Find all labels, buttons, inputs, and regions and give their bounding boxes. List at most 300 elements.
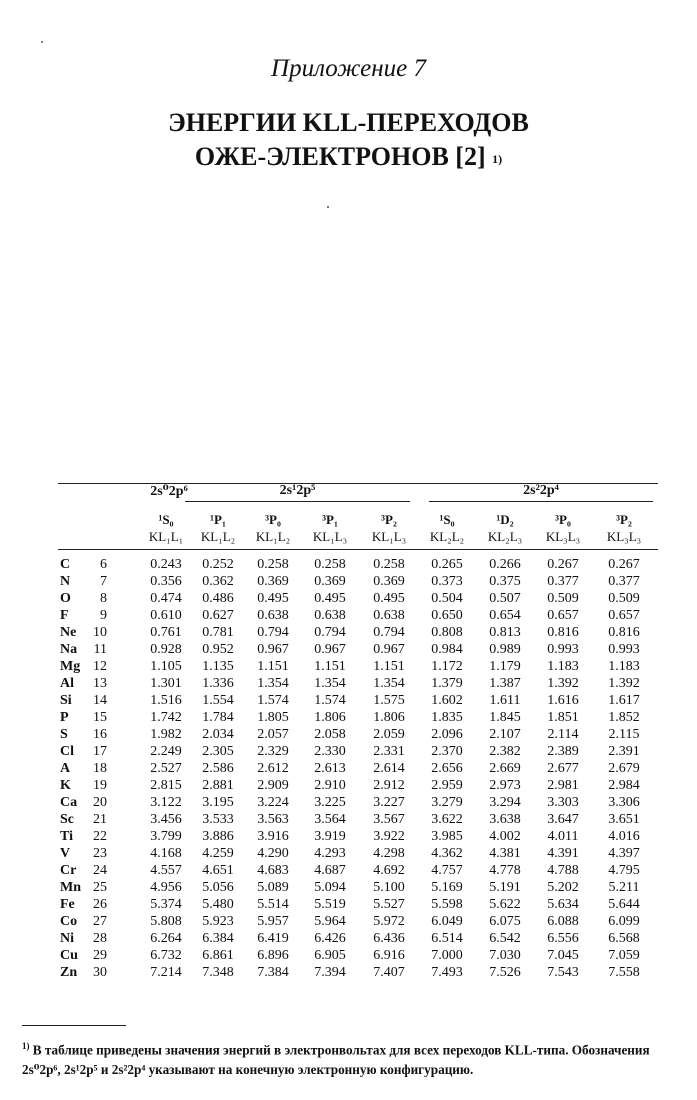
table-row	[58, 965, 658, 982]
energy-cell: 0.267	[608, 557, 640, 572]
atomic-number: 8	[100, 591, 107, 606]
transition-header-2: KL₁L₂	[200, 529, 236, 544]
energy-cell: 4.956	[150, 880, 182, 895]
element-symbol: Ne	[60, 625, 77, 640]
energy-cell: 2.107	[489, 727, 521, 742]
element-symbol: Cu	[60, 948, 78, 963]
energy-cell: 4.795	[608, 863, 640, 878]
energy-cell: 5.972	[373, 914, 405, 929]
energy-cell: 0.258	[373, 557, 405, 572]
energy-cell: 3.279	[431, 795, 463, 810]
energy-cell: 5.808	[150, 914, 182, 929]
group-header-2: 2s¹2p⁵	[279, 483, 316, 498]
energy-cell: 0.495	[314, 591, 346, 606]
energy-cell: 2.034	[202, 727, 234, 742]
energy-cell: 4.290	[257, 846, 289, 861]
energy-cell: 1.183	[547, 659, 579, 674]
energy-cell: 0.266	[489, 557, 521, 572]
energy-cell: 5.202	[547, 880, 579, 895]
energy-cell: 4.168	[150, 846, 182, 861]
element-symbol: A	[60, 761, 71, 776]
energy-cell: 0.638	[314, 608, 346, 623]
element-symbol: Cr	[60, 863, 77, 878]
energy-cell: 1.602	[431, 693, 463, 708]
footnote-rule	[22, 1025, 126, 1026]
energy-cell: 0.638	[257, 608, 289, 623]
energy-cell: 2.115	[608, 727, 640, 742]
energy-cell: 5.957	[257, 914, 289, 929]
energy-cell: 0.816	[608, 625, 640, 640]
energy-cell: 6.916	[373, 948, 405, 963]
energy-cell: 1.806	[373, 710, 405, 725]
energy-cell: 1.982	[150, 727, 182, 742]
atomic-number: 14	[93, 693, 107, 708]
energy-cell: 1.616	[547, 693, 579, 708]
energy-cell: 4.651	[202, 863, 234, 878]
energy-cell: 1.852	[608, 710, 640, 725]
energy-cell: 7.045	[547, 948, 579, 963]
table-row	[58, 897, 658, 914]
element-symbol: Sc	[60, 812, 74, 827]
energy-cell: 4.778	[489, 863, 521, 878]
energy-cell: 5.964	[314, 914, 346, 929]
energy-cell: 2.249	[150, 744, 182, 759]
energy-cell: 3.916	[257, 829, 289, 844]
energy-cell: 4.293	[314, 846, 346, 861]
atomic-number: 27	[93, 914, 107, 929]
element-symbol: Na	[60, 642, 78, 657]
energy-cell: 0.610	[150, 608, 182, 623]
energy-cell: 6.419	[257, 931, 289, 946]
table-row	[58, 591, 658, 608]
table-row	[58, 846, 658, 863]
term-header-5: ³P₂	[381, 512, 397, 527]
atomic-number: 17	[93, 744, 107, 759]
energy-cell: 2.527	[150, 761, 182, 776]
footnote-text: В таблице приведены значения энергий в электронвольтах для всех переходов KLL-типа. Обозначения 2s⁰2p⁶, 2s¹2p⁵ и 2s²2p⁴ указывают на конечную электронную конфигурацию.	[22, 1042, 650, 1078]
energy-cell: 0.369	[314, 574, 346, 589]
energy-cell: 7.526	[489, 965, 521, 980]
energy-cell: 6.426	[314, 931, 346, 946]
element-symbol: Mg	[60, 659, 81, 674]
energy-cell: 4.016	[608, 829, 640, 844]
energy-cell: 0.243	[150, 557, 182, 572]
atomic-number: 25	[93, 880, 107, 895]
term-header-2: ¹P₁	[210, 512, 226, 527]
energy-cell: 3.567	[373, 812, 405, 827]
energy-cell: 3.456	[150, 812, 182, 827]
energy-cell: 2.305	[202, 744, 234, 759]
title-line-2-text: ОЖЕ-ЭЛЕКТРОНОВ [2]	[194, 142, 486, 171]
energy-cell: 0.369	[257, 574, 289, 589]
term-header-9: ³P₂	[616, 512, 632, 527]
element-symbol: O	[60, 591, 71, 606]
energy-cell: 0.495	[257, 591, 289, 606]
group-header-3: 2s²2p⁴	[523, 483, 559, 498]
energy-cell: 5.480	[202, 897, 234, 912]
table-row	[58, 880, 658, 897]
energy-cell: 6.075	[489, 914, 521, 929]
table-row	[58, 761, 658, 778]
energy-cell: 5.169	[431, 880, 463, 895]
energy-cell: 2.382	[489, 744, 521, 759]
table-row	[58, 557, 658, 574]
energy-cell: 6.568	[608, 931, 640, 946]
energy-cell: 0.375	[489, 574, 521, 589]
energy-cell: 5.519	[314, 897, 346, 912]
term-header-3: ³P₀	[265, 512, 281, 527]
energy-cell: 5.100	[373, 880, 405, 895]
energy-cell: 1.392	[608, 676, 640, 691]
term-header-8: ³P₀	[555, 512, 571, 527]
energy-cell: 2.981	[547, 778, 579, 793]
energy-cell: 0.627	[202, 608, 234, 623]
energy-cell: 3.564	[314, 812, 346, 827]
energy-cell: 2.370	[431, 744, 463, 759]
energy-cell: 4.687	[314, 863, 346, 878]
energy-cell: 0.267	[547, 557, 579, 572]
energy-cell: 0.258	[314, 557, 346, 572]
energy-cell: 5.527	[373, 897, 405, 912]
energy-cell: 0.984	[431, 642, 463, 657]
energy-cell: 2.389	[547, 744, 579, 759]
transition-header-3: KL₁L₂	[255, 529, 291, 544]
energy-cell: 0.654	[489, 608, 521, 623]
atomic-number: 26	[93, 897, 107, 912]
element-symbol: N	[60, 574, 71, 589]
energy-cell: 2.058	[314, 727, 346, 742]
energy-cell: 3.225	[314, 795, 346, 810]
table-row	[58, 931, 658, 948]
energy-cell: 7.543	[547, 965, 579, 980]
atomic-number: 9	[100, 608, 107, 623]
energy-cell: 0.509	[547, 591, 579, 606]
energy-cell: 7.493	[431, 965, 463, 980]
energy-cell: 0.993	[608, 642, 640, 657]
table-row	[58, 795, 658, 812]
energy-cell: 1.179	[489, 659, 521, 674]
element-symbol: Co	[60, 914, 78, 929]
table-row	[58, 625, 658, 642]
energy-cell: 5.374	[150, 897, 182, 912]
transition-header-5: KL₁L₃	[371, 529, 407, 544]
energy-cell: 2.586	[202, 761, 234, 776]
transition-header-4: KL₁L₃	[312, 529, 348, 544]
energy-cell: 0.928	[150, 642, 182, 657]
energy-cell: 6.049	[431, 914, 463, 929]
page-title	[0, 106, 697, 174]
energy-cell: 0.794	[314, 625, 346, 640]
table-row	[58, 642, 658, 659]
energy-cell: 1.151	[314, 659, 346, 674]
footnote-mark: 1)	[22, 1041, 30, 1051]
atomic-number: 30	[93, 965, 107, 980]
energy-cell: 0.265	[431, 557, 463, 572]
atomic-number: 7	[100, 574, 107, 589]
appendix-label: Приложение 7	[271, 55, 426, 82]
energy-cell: 3.303	[547, 795, 579, 810]
energy-cell: 0.967	[257, 642, 289, 657]
energy-cell: 0.657	[608, 608, 640, 623]
energy-cell: 4.259	[202, 846, 234, 861]
energy-cell: 6.088	[547, 914, 579, 929]
atomic-number: 15	[93, 710, 107, 725]
energy-cell: 1.151	[373, 659, 405, 674]
energy-cell: 6.099	[608, 914, 640, 929]
energy-cell: 0.504	[431, 591, 463, 606]
energy-cell: 7.000	[431, 948, 463, 963]
element-symbol: Al	[60, 676, 74, 691]
energy-cell: 2.973	[489, 778, 521, 793]
energy-cell: 4.692	[373, 863, 405, 878]
transition-header-9: KL₃L₃	[606, 529, 642, 544]
energy-cell: 0.509	[608, 591, 640, 606]
energy-cell: 4.757	[431, 863, 463, 878]
atomic-number: 6	[100, 557, 107, 572]
energy-cell: 2.656	[431, 761, 463, 776]
title-line-1: ЭНЕРГИИ KLL-ПЕРЕХОДОВ	[168, 108, 529, 137]
energy-cell: 2.613	[314, 761, 346, 776]
group-rule-3	[429, 501, 653, 502]
energy-cell: 4.002	[489, 829, 521, 844]
energy-cell: 2.391	[608, 744, 640, 759]
energy-cell: 0.507	[489, 591, 521, 606]
energy-cell: 0.816	[547, 625, 579, 640]
atomic-number: 22	[93, 829, 107, 844]
energy-cell: 2.329	[257, 744, 289, 759]
energy-cell: 3.651	[608, 812, 640, 827]
energy-cell: 0.794	[373, 625, 405, 640]
table-row	[58, 744, 658, 761]
element-symbol: P	[60, 710, 69, 725]
energy-cell: 4.788	[547, 863, 579, 878]
energy-cell: 5.644	[608, 897, 640, 912]
title-footnote-mark: 1)	[492, 152, 503, 166]
table-row	[58, 710, 658, 727]
energy-cell: 6.732	[150, 948, 182, 963]
energy-cell: 5.089	[257, 880, 289, 895]
atomic-number: 21	[93, 812, 107, 827]
atomic-number: 28	[93, 931, 107, 946]
energy-cell: 6.861	[202, 948, 234, 963]
table-row	[58, 727, 658, 744]
title-line-2	[0, 140, 697, 174]
footnote	[22, 1036, 670, 1080]
element-symbol: Fe	[60, 897, 75, 912]
energy-cell: 4.683	[257, 863, 289, 878]
energy-cell: 0.258	[257, 557, 289, 572]
energy-cell: 5.598	[431, 897, 463, 912]
energy-cell: 4.298	[373, 846, 405, 861]
energy-cell: 0.650	[431, 608, 463, 623]
energy-cell: 1.354	[257, 676, 289, 691]
atomic-number: 29	[93, 948, 107, 963]
energy-cell: 2.909	[257, 778, 289, 793]
element-symbol: C	[60, 557, 71, 572]
header-bottom-rule	[58, 549, 658, 550]
energy-cell: 4.397	[608, 846, 640, 861]
energy-cell: 7.059	[608, 948, 640, 963]
energy-cell: 1.183	[608, 659, 640, 674]
energy-cell: 2.677	[547, 761, 579, 776]
energy-cell: 2.096	[431, 727, 463, 742]
energy-cell: 7.348	[202, 965, 234, 980]
energy-cell: 3.195	[202, 795, 234, 810]
element-symbol: Ni	[60, 931, 74, 946]
atomic-number: 23	[93, 846, 107, 861]
energy-cell: 1.845	[489, 710, 521, 725]
energy-cell: 5.634	[547, 897, 579, 912]
speck-2	[327, 206, 329, 208]
energy-cell: 2.612	[257, 761, 289, 776]
energy-cell: 1.516	[150, 693, 182, 708]
energy-cell: 1.135	[202, 659, 234, 674]
energy-cell: 3.122	[150, 795, 182, 810]
energy-cell: 7.384	[257, 965, 289, 980]
energy-cell: 7.214	[150, 965, 182, 980]
element-symbol: Mn	[60, 880, 81, 895]
energy-cell: 1.611	[489, 693, 521, 708]
atomic-number: 13	[93, 676, 107, 691]
energy-cell: 1.392	[547, 676, 579, 691]
energy-cell: 0.989	[489, 642, 521, 657]
energy-cell: 0.761	[150, 625, 182, 640]
element-symbol: S	[60, 727, 68, 742]
energy-cell: 4.557	[150, 863, 182, 878]
energy-cell: 0.781	[202, 625, 234, 640]
table-row	[58, 778, 658, 795]
table-row	[58, 676, 658, 693]
energy-cell: 0.252	[202, 557, 234, 572]
energy-cell: 0.356	[150, 574, 182, 589]
energy-cell: 2.912	[373, 778, 405, 793]
energy-cell: 0.377	[547, 574, 579, 589]
element-symbol: Ti	[60, 829, 73, 844]
energy-cell: 7.407	[373, 965, 405, 980]
energy-cell: 0.638	[373, 608, 405, 623]
energy-cell: 7.558	[608, 965, 640, 980]
table-row	[58, 574, 658, 591]
energy-cell: 1.574	[257, 693, 289, 708]
transition-header-6: KL₂L₂	[429, 529, 465, 544]
energy-cell: 2.330	[314, 744, 346, 759]
energy-cell: 3.886	[202, 829, 234, 844]
energy-cell: 2.679	[608, 761, 640, 776]
energy-cell: 5.191	[489, 880, 521, 895]
energy-cell: 0.813	[489, 625, 521, 640]
energy-cell: 0.657	[547, 608, 579, 623]
energy-cell: 1.742	[150, 710, 182, 725]
energy-cell: 6.556	[547, 931, 579, 946]
energy-cell: 3.922	[373, 829, 405, 844]
element-symbol: Cl	[60, 744, 74, 759]
speck-1	[41, 41, 43, 43]
atomic-number: 16	[93, 727, 107, 742]
energy-cell: 2.614	[373, 761, 405, 776]
element-symbol: Si	[60, 693, 72, 708]
energy-cell: 2.910	[314, 778, 346, 793]
energy-cell: 6.384	[202, 931, 234, 946]
energy-cell: 3.224	[257, 795, 289, 810]
table-row	[58, 863, 658, 880]
energy-cell: 2.331	[373, 744, 405, 759]
energy-cell: 0.967	[314, 642, 346, 657]
atomic-number: 20	[93, 795, 107, 810]
energy-cell: 2.881	[202, 778, 234, 793]
energy-cell: 3.294	[489, 795, 521, 810]
energy-cell: 4.362	[431, 846, 463, 861]
table-row	[58, 659, 658, 676]
energy-cell: 6.514	[431, 931, 463, 946]
energy-cell: 0.794	[257, 625, 289, 640]
energy-cell: 1.151	[257, 659, 289, 674]
energy-cell: 5.923	[202, 914, 234, 929]
energy-cell: 0.369	[373, 574, 405, 589]
table-row	[58, 948, 658, 965]
energy-cell: 0.474	[150, 591, 182, 606]
energy-cell: 1.574	[314, 693, 346, 708]
element-symbol: Zn	[60, 965, 78, 980]
atomic-number: 18	[93, 761, 107, 776]
energy-cell: 3.647	[547, 812, 579, 827]
energy-cell: 0.993	[547, 642, 579, 657]
term-header-4: ³P₁	[322, 512, 338, 527]
energy-cell: 0.808	[431, 625, 463, 640]
energy-cell: 2.959	[431, 778, 463, 793]
energy-cell: 1.617	[608, 693, 640, 708]
energy-cell: 5.622	[489, 897, 521, 912]
energy-cell: 4.381	[489, 846, 521, 861]
table-row	[58, 812, 658, 829]
energy-cell: 1.805	[257, 710, 289, 725]
element-symbol: K	[60, 778, 71, 793]
energy-cell: 1.835	[431, 710, 463, 725]
energy-cell: 1.354	[373, 676, 405, 691]
energy-cell: 5.056	[202, 880, 234, 895]
energy-cell: 2.114	[547, 727, 579, 742]
energy-cell: 1.851	[547, 710, 579, 725]
table-row	[58, 914, 658, 931]
energy-cell: 3.919	[314, 829, 346, 844]
energy-cell: 0.495	[373, 591, 405, 606]
element-symbol: Ca	[60, 795, 78, 810]
energy-cell: 6.436	[373, 931, 405, 946]
term-header-7: ¹D₂	[496, 512, 514, 527]
table-row	[58, 608, 658, 625]
energy-cell: 1.354	[314, 676, 346, 691]
energy-cell: 3.533	[202, 812, 234, 827]
energy-cell: 7.394	[314, 965, 346, 980]
atomic-number: 12	[93, 659, 107, 674]
table-row	[58, 829, 658, 846]
energy-cell: 1.784	[202, 710, 234, 725]
energy-cell: 1.575	[373, 693, 405, 708]
group-rule-2	[185, 501, 410, 502]
energy-cell: 5.211	[608, 880, 640, 895]
energy-cell: 5.094	[314, 880, 346, 895]
energy-cell: 1.336	[202, 676, 234, 691]
element-symbol: V	[60, 846, 71, 861]
energy-cell: 0.952	[202, 642, 234, 657]
energy-cell: 3.227	[373, 795, 405, 810]
term-header-6: ¹S₀	[439, 512, 455, 527]
energy-cell: 5.514	[257, 897, 289, 912]
energy-cell: 0.967	[373, 642, 405, 657]
energy-cell: 2.984	[608, 778, 640, 793]
energy-cell: 3.638	[489, 812, 521, 827]
energy-cell: 0.362	[202, 574, 234, 589]
energy-cell: 3.563	[257, 812, 289, 827]
